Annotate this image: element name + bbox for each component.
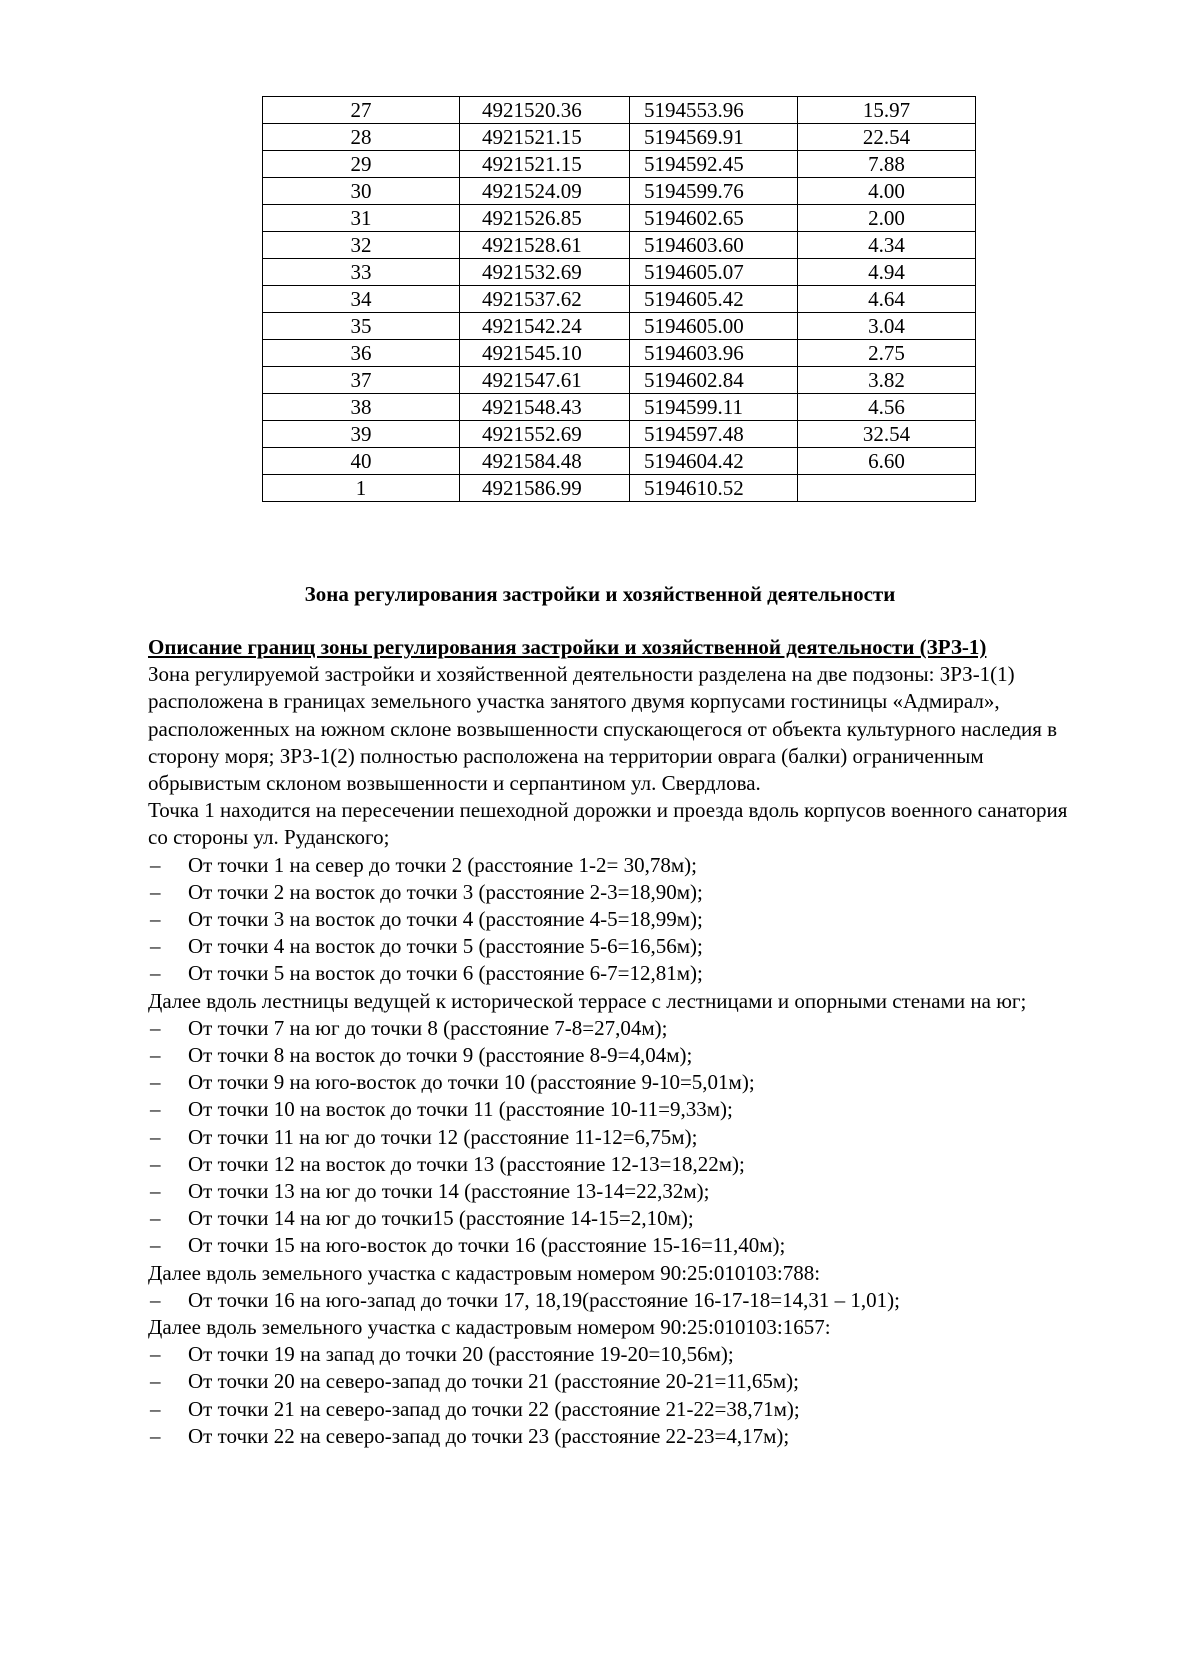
table-cell: 37 bbox=[263, 367, 460, 394]
table-cell: 4921520.36 bbox=[460, 97, 630, 124]
list-item-text: От точки 8 на восток до точки 9 (расстояние 8-9=4,04м); bbox=[188, 1043, 693, 1068]
table-cell: 38 bbox=[263, 394, 460, 421]
list-item bbox=[148, 1178, 1083, 1205]
table-row bbox=[263, 313, 976, 340]
list-item-text: От точки 3 на восток до точки 4 (расстояние 4-5=18,99м); bbox=[188, 907, 703, 932]
list-item-text: От точки 13 на юг до точки 14 (расстояние 13-14=22,32м); bbox=[188, 1179, 710, 1204]
dash-bullet: – bbox=[150, 1342, 161, 1367]
table-cell: 3.04 bbox=[798, 313, 976, 340]
list-item-text: От точки 2 на восток до точки 3 (расстояние 2-3=18,90м); bbox=[188, 879, 703, 904]
boundary-list-3 bbox=[148, 1287, 1083, 1314]
list-item-text: От точки 15 на юго-восток до точки 16 (расстояние 15-16=11,40м); bbox=[188, 1233, 786, 1258]
table-cell: 5194602.84 bbox=[630, 367, 798, 394]
table-cell: 5194602.65 bbox=[630, 205, 798, 232]
table-cell: 2.00 bbox=[798, 205, 976, 232]
table-row bbox=[263, 205, 976, 232]
list-item bbox=[148, 1341, 1083, 1368]
dash-bullet: – bbox=[150, 1396, 161, 1421]
table-cell: 5194597.48 bbox=[630, 421, 798, 448]
list-item bbox=[148, 1423, 1083, 1450]
table-row bbox=[263, 475, 976, 502]
dash-bullet: – bbox=[150, 1369, 161, 1394]
table-cell: 4921521.15 bbox=[460, 151, 630, 178]
list-item bbox=[148, 1124, 1083, 1151]
table-cell: 35 bbox=[263, 313, 460, 340]
list-item bbox=[148, 906, 1083, 933]
dash-bullet: – bbox=[150, 907, 161, 932]
table-cell: 4921526.85 bbox=[460, 205, 630, 232]
table-cell: 31 bbox=[263, 205, 460, 232]
list-item bbox=[148, 1232, 1083, 1259]
list-item-text: От точки 20 на северо-запад до точки 21 (расстояние 20-21=11,65м); bbox=[188, 1369, 799, 1394]
dash-bullet: – bbox=[150, 1179, 161, 1204]
intro-paragraph: Зона регулируемой застройки и хозяйственной деятельности разделена на две подзоны: ЗРЗ-1(1) расположена в границах земельного участка занятого двумя корпусами гостиницы «Адмирал», расположенных на южном склоне возвышенности спускающегося от объекта культурного наследия в сторону моря; ЗРЗ-1(2) полностью расположена на территории оврага (балки) ограниченным обрывистым склоном возвышенности и серпантином ул. Свердлова. bbox=[148, 662, 1058, 796]
dash-bullet: – bbox=[150, 852, 161, 877]
description-subheading: Описание границ зоны регулирования застройки и хозяйственной деятельности (ЗРЗ-1) bbox=[148, 635, 987, 659]
transition-paragraph-2: Далее вдоль земельного участка с кадастровым номером 90:25:010103:788: bbox=[148, 1260, 821, 1285]
table-cell: 4.34 bbox=[798, 232, 976, 259]
dash-bullet: – bbox=[150, 934, 161, 959]
table-row bbox=[263, 367, 976, 394]
list-item-text: От точки 5 на восток до точки 6 (расстояние 6-7=12,81м); bbox=[188, 961, 703, 986]
table-cell: 4.56 bbox=[798, 394, 976, 421]
table-cell: 4921552.69 bbox=[460, 421, 630, 448]
table-cell: 4921548.43 bbox=[460, 394, 630, 421]
dash-bullet: – bbox=[150, 961, 161, 986]
table-cell: 5194605.00 bbox=[630, 313, 798, 340]
list-item-text: От точки 11 на юг до точки 12 (расстояние 11-12=6,75м); bbox=[188, 1124, 698, 1149]
boundary-list-2 bbox=[148, 1015, 1083, 1260]
list-item bbox=[148, 1069, 1083, 1096]
coordinates-table bbox=[262, 96, 976, 502]
table-cell: 32.54 bbox=[798, 421, 976, 448]
list-item-text: От точки 10 на восток до точки 11 (расстояние 10-11=9,33м); bbox=[188, 1097, 733, 1122]
table-cell: 7.88 bbox=[798, 151, 976, 178]
zone-description bbox=[148, 634, 1083, 1450]
dash-bullet: – bbox=[150, 1097, 161, 1122]
list-item bbox=[148, 1205, 1083, 1232]
table-cell: 36 bbox=[263, 340, 460, 367]
table-cell: 39 bbox=[263, 421, 460, 448]
table-cell: 5194605.42 bbox=[630, 286, 798, 313]
table-cell: 4.94 bbox=[798, 259, 976, 286]
table-cell: 5194569.91 bbox=[630, 124, 798, 151]
dash-bullet: – bbox=[150, 1043, 161, 1068]
list-item bbox=[148, 879, 1083, 906]
table-row bbox=[263, 421, 976, 448]
table-cell: 5194592.45 bbox=[630, 151, 798, 178]
dash-bullet: – bbox=[150, 1287, 161, 1312]
dash-bullet: – bbox=[150, 1151, 161, 1176]
table-cell: 4921547.61 bbox=[460, 367, 630, 394]
table-cell: 5194603.60 bbox=[630, 232, 798, 259]
table-cell: 5194553.96 bbox=[630, 97, 798, 124]
table-cell: 34 bbox=[263, 286, 460, 313]
list-item-text: От точки 14 на юг до точки15 (расстояние 14-15=2,10м); bbox=[188, 1206, 694, 1231]
boundary-list-4 bbox=[148, 1341, 1083, 1450]
list-item-text: От точки 4 на восток до точки 5 (расстояние 5-6=16,56м); bbox=[188, 934, 703, 959]
table-cell: 4921542.24 bbox=[460, 313, 630, 340]
list-item-text: От точки 12 на восток до точки 13 (расстояние 12-13=18,22м); bbox=[188, 1151, 745, 1176]
table-row bbox=[263, 259, 976, 286]
list-item bbox=[148, 1096, 1083, 1123]
table-cell: 4921584.48 bbox=[460, 448, 630, 475]
table-cell: 29 bbox=[263, 151, 460, 178]
table-cell: 30 bbox=[263, 178, 460, 205]
dash-bullet: – bbox=[150, 1206, 161, 1231]
table-cell: 15.97 bbox=[798, 97, 976, 124]
list-item bbox=[148, 1015, 1083, 1042]
table-cell: 33 bbox=[263, 259, 460, 286]
table-cell: 5194599.76 bbox=[630, 178, 798, 205]
table-cell: 2.75 bbox=[798, 340, 976, 367]
table-cell: 4921545.10 bbox=[460, 340, 630, 367]
table-row bbox=[263, 97, 976, 124]
table-cell: 4921528.61 bbox=[460, 232, 630, 259]
list-item-text: От точки 16 на юго-запад до точки 17, 18,19(расстояние 16-17-18=14,31 – 1,01); bbox=[188, 1287, 900, 1312]
list-item bbox=[148, 852, 1083, 879]
table-cell: 4.00 bbox=[798, 178, 976, 205]
table-cell: 4921537.62 bbox=[460, 286, 630, 313]
transition-paragraph-3: Далее вдоль земельного участка с кадастровым номером 90:25:010103:1657: bbox=[148, 1315, 831, 1340]
table-cell: 5194604.42 bbox=[630, 448, 798, 475]
list-item bbox=[148, 1368, 1083, 1395]
table-cell: 28 bbox=[263, 124, 460, 151]
table-cell: 5194610.52 bbox=[630, 475, 798, 502]
table-cell: 4921586.99 bbox=[460, 475, 630, 502]
list-item-text: От точки 9 на юго-восток до точки 10 (расстояние 9-10=5,01м); bbox=[188, 1070, 755, 1095]
list-item-text: От точки 21 на северо-запад до точки 22 (расстояние 21-22=38,71м); bbox=[188, 1396, 800, 1421]
table-row bbox=[263, 286, 976, 313]
boundary-list-1 bbox=[148, 852, 1083, 988]
list-item bbox=[148, 960, 1083, 987]
dash-bullet: – bbox=[150, 1423, 161, 1448]
table-cell: 22.54 bbox=[798, 124, 976, 151]
table-cell: 5194603.96 bbox=[630, 340, 798, 367]
table-row bbox=[263, 232, 976, 259]
table-cell: 5194605.07 bbox=[630, 259, 798, 286]
list-item-text: От точки 1 на север до точки 2 (расстояние 1-2= 30,78м); bbox=[188, 852, 697, 877]
table-row bbox=[263, 178, 976, 205]
list-item bbox=[148, 1396, 1083, 1423]
table-cell: 32 bbox=[263, 232, 460, 259]
table-row bbox=[263, 340, 976, 367]
table-cell: 27 bbox=[263, 97, 460, 124]
transition-paragraph-1: Далее вдоль лестницы ведущей к исторической террасе с лестницами и опорными стенами на юг; bbox=[148, 988, 1027, 1013]
table-cell: 40 bbox=[263, 448, 460, 475]
list-item bbox=[148, 1151, 1083, 1178]
table-row bbox=[263, 394, 976, 421]
list-item bbox=[148, 1042, 1083, 1069]
dash-bullet: – bbox=[150, 1233, 161, 1258]
point-1-paragraph: Точка 1 находится на пересечении пешеходной дорожки и проезда вдоль корпусов военного санатория со стороны ул. Руданского; bbox=[148, 798, 1068, 850]
table-cell: 3.82 bbox=[798, 367, 976, 394]
list-item-text: От точки 22 на северо-запад до точки 23 (расстояние 22-23=4,17м); bbox=[188, 1423, 790, 1448]
table-cell: 4921524.09 bbox=[460, 178, 630, 205]
table-cell: 4921521.15 bbox=[460, 124, 630, 151]
table-row bbox=[263, 448, 976, 475]
dash-bullet: – bbox=[150, 879, 161, 904]
dash-bullet: – bbox=[150, 1124, 161, 1149]
list-item bbox=[148, 933, 1083, 960]
table-cell: 5194599.11 bbox=[630, 394, 798, 421]
table-row bbox=[263, 124, 976, 151]
table-cell: 6.60 bbox=[798, 448, 976, 475]
table-cell bbox=[798, 475, 976, 502]
table-cell: 4.64 bbox=[798, 286, 976, 313]
dash-bullet: – bbox=[150, 1070, 161, 1095]
table-cell: 4921532.69 bbox=[460, 259, 630, 286]
list-item-text: От точки 7 на юг до точки 8 (расстояние 7-8=27,04м); bbox=[188, 1015, 668, 1040]
section-heading: Зона регулирования застройки и хозяйственной деятельности bbox=[304, 582, 896, 606]
coordinates-table-body bbox=[263, 97, 976, 502]
list-item bbox=[148, 1287, 1083, 1314]
table-cell: 1 bbox=[263, 475, 460, 502]
list-item-text: От точки 19 на запад до точки 20 (расстояние 19-20=10,56м); bbox=[188, 1342, 734, 1367]
table-row bbox=[263, 151, 976, 178]
dash-bullet: – bbox=[150, 1015, 161, 1040]
